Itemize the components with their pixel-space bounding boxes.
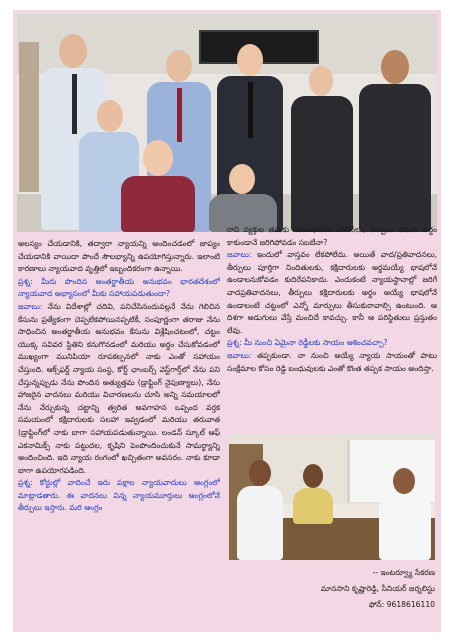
- left-column: [18, 238, 220, 626]
- answer-label: జవాబు:: [18, 301, 43, 311]
- person: [237, 460, 283, 560]
- article-page: [13, 10, 441, 632]
- person: [379, 468, 431, 560]
- answer-label: జవాబు:: [227, 250, 252, 260]
- answer-text: నేను విదేశాల్లో చదివి, పనిచేసినందువల్లనే నేను గెలిచిన కేసును ప్రత్యేకంగా చెప్పలేకపోయినప్పటికీ, సంపూర్ణంగా తరాజు నేను సాధించిన అంతర్జాతీయ అనుభవం కేసును విశ్లేషించటంలో, చట్టం యొక్క సవివర స్థితిని కనుగొనడంలో మరియు అర్థం చేసుకోవడంలో ముఖ్యంగా మునిపియా రూపకల్పనలో నాకు ఎంతో సహాయం చేస్తుంది. ఆక్స్‌ఫర్డ్ న్యాయ సంస్థ, కోర్ట్ ఛాంబర్స్ వెస్ట్‌గార్త్‌లో నేను పని చేస్తున్నప్పుడు నేను పొందిన అత్యుత్తమ (డ్రాఫ్టింగ్ నైపుణ్యాలు), నేను హాజరైన వాదనలు మరియు విచారణలను చూసి అన్ని సమయాలలో నేను నేర్చుకున్న చట్టాన్ని త్వరిత అవగాహన ఒప్పంద వర్తక సమయంలో కక్షిదారులకు సలహా ఇవ్వడంలో మరియు తరువాత (డ్రాఫ్టింగ్‌లో నాకు బాగా సహాయపడుతున్నాయి. లండన్ స్కూల్ ఆఫ్ ఎకనామిక్స్ నాకు పట్టుదల, కృషిని పెంపొందించుకునే సామర్థ్యాన్ని అందించింది. ఇది న్యాయ రంగంలో ఖచ్చితంగా అవసరం. నాకు కూడా బాగా ఉపయోగపడింది.: [18, 301, 220, 475]
- answer-text: తప్పకుండా. నా నుంచి అయ్యే న్యాయ సాయంతో పాటు సంక్షేమాల కోసం రెడ్డి బంధువులకు ఎంతో కొంత తప్పక సాయం అందిస్తా.: [227, 350, 437, 373]
- person: [289, 66, 355, 232]
- group-photo: [17, 14, 437, 232]
- person: [119, 140, 197, 232]
- credit-author: మానసాని కృష్ణారెడ్డి, సీనియర్ జర్నలిస్టు: [320, 584, 435, 593]
- paragraph: అలస్యం చేయడానికి, తద్వారా న్యాయన్ని అందించడంలో జాప్యం చేయడానికి వాయిదా పొందే సౌలభ్యాన్ని ఉపయోగిస్తున్నారు. ఇలాంటి కారణాలు న్యాయవాద వృత్తిలో ఇబ్బందికరంగా ఉన్నాయి.: [18, 239, 220, 274]
- right-column: [227, 224, 437, 642]
- question: ప్రశ్న: మీరు పొందిన అంతర్జాతీయ అనుభవం భారతదేశంలో న్యాయవాద అభ్యాసంలో మీకు సహాయపడుతుందా?: [18, 276, 220, 299]
- person: [207, 164, 279, 232]
- answer: [18, 301, 220, 477]
- paragraph: రాని వ్యక్తుల తమకు సంబంధించిన వాదనలు, తీర్పులు తమకు అర్థం కాకుండానే జరిగిపోవడం సబబేనా?: [227, 225, 437, 247]
- office-photo: [229, 434, 435, 560]
- person: [357, 50, 433, 232]
- question: ప్రశ్న: మీ నుంచి ఏమైనా రెడ్డీలకు సాయం ఆశించవచ్చా?: [227, 338, 388, 348]
- credit-line: -- ఇంటర్వ్యూ సేకరణ: [372, 568, 435, 577]
- answer-text: ఇందులో వాస్తవం లేకపోలేదు. అయితే వాద/ప్రతివాదనలు, తీర్పులు పూర్తిగా నిందితులకు, కక్షిదారులకు అర్థమయ్యే భాషలోనే ఉండాలనుకోవడం కుదిరేపనికాదు. ఎందుకంటే న్యాయస్థానాల్లో జరిగే వాదప్రతివాదనలు, తీర్పులు కక్షిదారులకు అర్థం అయ్యే భాషలోనే ఉండాలంటే చట్టంలో ఎన్నో మార్పులు తీసుకురావాల్సి ఉంటుంది. ఆ దిశగా అడుగులు వేస్తే మంచిదే కావచ్చు. కానీ ఆ పరిస్థితులు ప్రస్తుతం లేవు.: [227, 250, 437, 335]
- answer: [227, 350, 437, 375]
- answer-label: జవాబు:: [227, 350, 252, 360]
- question: ప్రశ్న: కోర్టుల్లో వాదించే ఇరు పక్షాల న్యాయవాదులు ఆంగ్లంలో మాట్లాడతారు. ఈ వాదనలు విన్న న్యాయమూర్తులు ఆంగ్లంలోనే తీర్పులు ఇస్తారు. మరి ఆంగ్లం: [18, 478, 220, 513]
- answer: [227, 249, 437, 337]
- person: [293, 464, 333, 524]
- credit-phone: ఫోన్: 9618616110: [368, 600, 435, 609]
